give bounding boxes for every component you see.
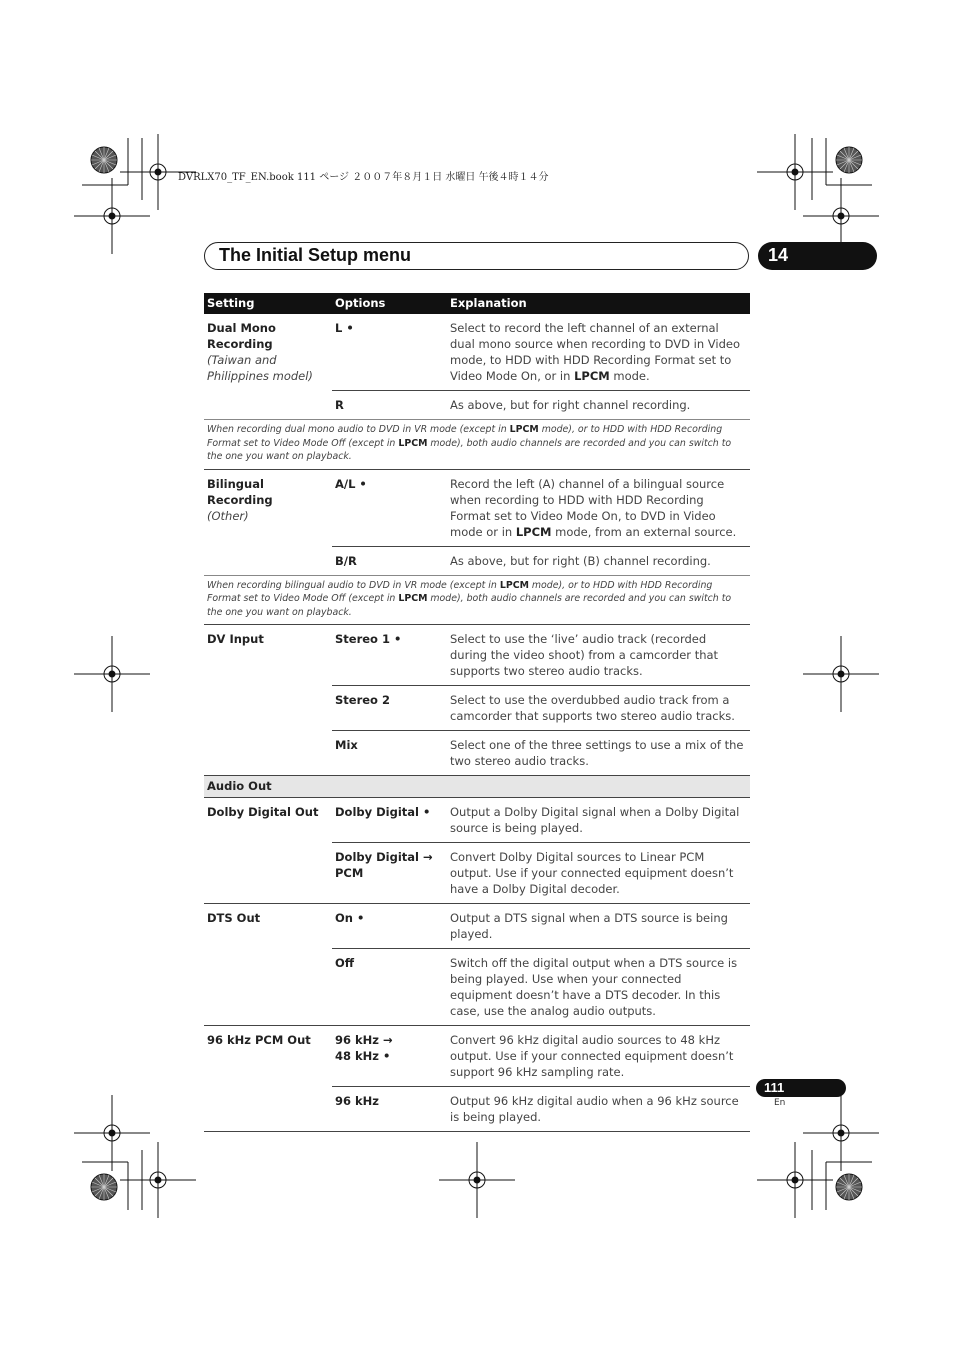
header-setting: Setting [204,293,332,314]
header-options: Options [332,293,447,314]
page-number: 111 [764,1080,785,1095]
setting-dv-input: DV Input [204,625,332,776]
setting-dual-mono: Dual Mono Recording (Taiwan and Philippines model) [207,321,313,383]
chapter-number: 14 [768,245,789,265]
option-dolby-to-pcm: Dolby Digital → PCM [332,843,447,904]
table-row [204,904,750,949]
option-mix: Mix [332,731,447,776]
table-row [204,625,750,686]
print-info-line: DVRLX70_TF_EN.book 111 ページ ２００７年８月１日 水曜日 午後４時１４分 [178,172,549,183]
option-r: R [332,391,447,420]
option-br: B/R [332,546,447,575]
explanation-dolby-digital: Output a Dolby Digital signal when a Dolby Digital source is being played. [450,805,740,835]
setting-96khz-pcm-out: 96 kHz PCM Out [204,1026,332,1132]
section-title-bar [204,242,749,270]
explanation-r: As above, but for right channel recording. [447,391,750,420]
table-row [204,469,750,546]
setting-dts-out: DTS Out [204,904,332,1026]
bilingual-note: When recording bilingual audio to DVD in VR mode (except in LPCM mode), or to HDD with HDD Recording Format set to Video Mode Off (except in LPCM mode), both audio channels are recorded and you can switch to the one you want on playback. [204,575,750,625]
setting-bilingual: Bilingual Recording (Other) [204,469,332,575]
explanation-96khz: Output 96 kHz digital audio when a 96 kHz source is being played. [447,1087,750,1132]
table-header-row [204,293,750,314]
explanation-l: Select to record the left channel of an external dual mono source when recording to DVD in Video mode, to HDD with HDD Recording Format set to Video Mode On, or in LPCM mode. [450,321,741,383]
option-dts-on: On • [332,904,447,949]
chapter-tab [758,242,877,270]
explanation-dolby-to-pcm: Convert Dolby Digital sources to Linear PCM output. Use if your connected equipment doesn’t have a Dolby Digital decoder. [447,843,750,904]
option-dts-off: Off [332,949,447,1026]
language-code: En [774,1098,786,1108]
page-number-tab [756,1079,846,1097]
header-explanation: Explanation [447,293,750,314]
option-stereo-1: Stereo 1 • [332,625,447,686]
option-l: L • [335,321,354,335]
table-row-note [204,420,750,470]
option-96khz: 96 kHz [332,1087,447,1132]
table-row-note [204,575,750,625]
table-subheader-row [204,776,750,798]
explanation-br: As above, but for right (B) channel recording. [447,546,750,575]
option-96-to-48: 96 kHz → 48 kHz • [332,1026,447,1087]
dual-mono-note: When recording dual mono audio to DVD in VR mode (except in LPCM mode), or to HDD with HDD Recording Format set to Video Mode Off (except in LPCM mode), both audio channels are recorded and you can switch to the one you want on playback. [204,420,750,470]
settings-table [204,293,750,1132]
section-title: The Initial Setup menu [219,245,412,265]
explanation-stereo-1: Select to use the ‘live’ audio track (recorded during the video shoot) from a camcorder that supports two stereo audio tracks. [447,625,750,686]
audio-out-subheader: Audio Out [204,776,750,798]
explanation-al: Record the left (A) channel of a bilingual source when recording to HDD with HDD Recording Format set to Video Mode On, to DVD in Video mode or in LPCM mode, from an external source. [447,469,750,546]
explanation-dts-on: Output a DTS signal when a DTS source is being played. [447,904,750,949]
explanation-mix: Select one of the three settings to use a mix of the two stereo audio tracks. [447,731,750,776]
option-stereo-2: Stereo 2 [332,686,447,731]
table-row [204,314,750,391]
table-row [204,1026,750,1087]
option-al: A/L • [332,469,447,546]
explanation-dts-off: Switch off the digital output when a DTS source is being played. Use when your connected equipment doesn’t have a DTS decoder. In this case, use the analog audio outputs. [447,949,750,1026]
option-dolby-digital: Dolby Digital • [335,805,431,819]
table-row [204,798,750,843]
setting-dolby-digital-out: Dolby Digital Out [207,805,319,819]
explanation-96-to-48: Convert 96 kHz digital audio sources to 48 kHz output. Use if your connected equipment doesn’t support 96 kHz sampling rate. [447,1026,750,1087]
explanation-stereo-2: Select to use the overdubbed audio track from a camcorder that supports two stereo audio tracks. [447,686,750,731]
